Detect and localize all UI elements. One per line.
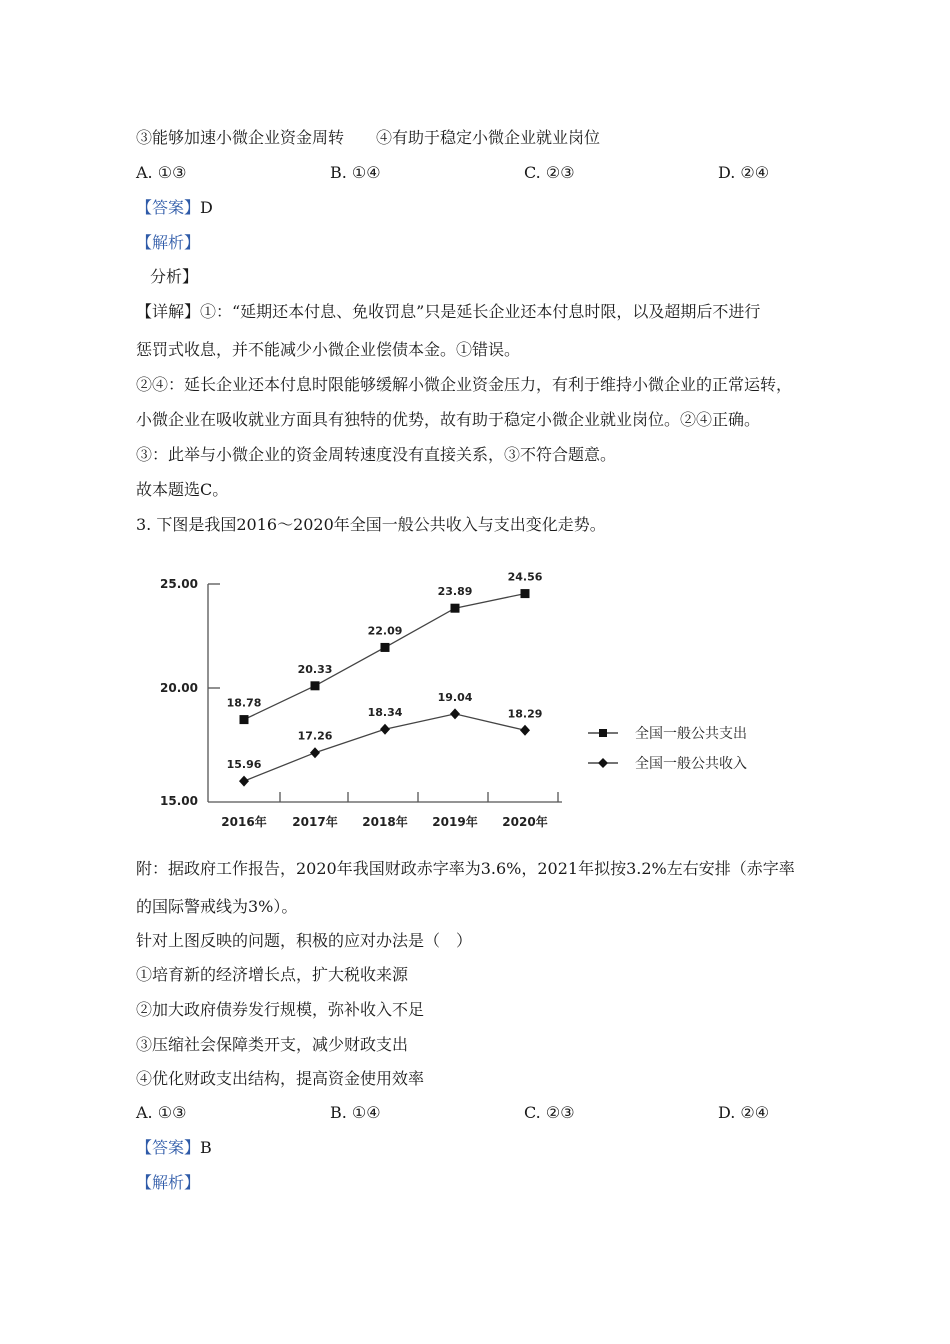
y-tick-label-25: 25.00 <box>160 577 198 591</box>
data-point-square <box>521 589 530 598</box>
answer-value: D <box>200 198 213 217</box>
q3-statement-3: ③压缩社会保障类开支，减少财政支出 <box>136 1035 409 1054</box>
legend-square-marker <box>599 729 607 737</box>
answer-value: B <box>200 1138 212 1157</box>
data-label: 18.78 <box>226 696 262 710</box>
x-tick-label: 2019年 <box>432 815 478 829</box>
q2-option-d: D. ②④ <box>718 163 770 182</box>
data-label: 18.34 <box>367 706 403 720</box>
data-label: 17.26 <box>297 729 333 743</box>
data-label: 18.29 <box>507 707 543 721</box>
q3-option-a: A. ①③ <box>136 1103 187 1122</box>
q3-note-line-2: 的国际警戒线为3%）。 <box>136 897 298 916</box>
x-tick-label: 2018年 <box>362 815 408 829</box>
q2-detail-line-4: 小微企业在吸收就业方面具有独特的优势，故有助于稳定小微企业就业岗位。②④正确。 <box>136 410 761 429</box>
q2-detail-line-2: 惩罚式收息，并不能减少小微企业偿债本金。①错误。 <box>136 340 521 359</box>
q3-stem: 3. 下图是我国2016～2020年全国一般公共收入与支出变化走势。 <box>136 515 606 534</box>
q2-analysis-tag: 【解析】 <box>136 233 201 252</box>
data-point-square <box>381 643 390 652</box>
series-line <box>244 714 525 781</box>
q2-detail-line-5: ③：此举与小微企业的资金周转速度没有直接关系，③不符合题意。 <box>136 445 617 464</box>
legend <box>588 725 747 772</box>
x-tick-label: 2020年 <box>502 815 548 829</box>
q2-detail-line-6: 故本题选C。 <box>136 480 229 499</box>
data-point-square <box>311 681 320 690</box>
q3-option-b: B. ①④ <box>330 1103 381 1122</box>
data-point-diamond <box>239 776 249 787</box>
data-point-diamond <box>450 708 460 719</box>
q2-detail-line-3: ②④：延长企业还本付息时限能够缓解小微企业资金压力，有利于维持小微企业的正常运转， <box>136 375 793 394</box>
q2-statement-line: ③能够加速小微企业资金周转 ④有助于稳定小微企业就业岗位 <box>136 128 601 147</box>
legend-diamond-marker <box>598 758 608 768</box>
data-label: 22.09 <box>367 624 403 638</box>
y-tick-label-20: 20.00 <box>160 681 198 695</box>
data-point-diamond <box>380 724 390 735</box>
q2-option-c: C. ②③ <box>524 163 575 182</box>
q2-option-b: B. ①④ <box>330 163 381 182</box>
legend-label-expenditure: 全国一般公共支出 <box>635 726 747 742</box>
legend-item-revenue <box>588 755 747 772</box>
data-point-diamond <box>310 747 320 758</box>
data-point-square <box>451 604 460 613</box>
q2-options <box>136 162 816 184</box>
series-line <box>244 594 525 720</box>
q3-options <box>136 1102 816 1124</box>
data-point-square <box>240 715 249 724</box>
q2-fenxi: 分析】 <box>150 267 199 286</box>
legend-item-expenditure <box>588 725 747 742</box>
legend-label-revenue: 全国一般公共收入 <box>635 756 747 772</box>
data-label: 15.96 <box>226 758 262 772</box>
q3-statement-2: ②加大政府债券发行规模，弥补收入不足 <box>136 1000 425 1019</box>
q2-detail-line-1: 【详解】①：“延期还本付息、免收罚息”只是延长企业还本付息时限，以及超期后不进行 <box>136 302 761 321</box>
line-chart <box>150 560 800 840</box>
q3-question: 针对上图反映的问题，积极的应对办法是（ ） <box>136 931 473 950</box>
data-point-diamond <box>520 725 530 736</box>
y-tick-label-15: 15.00 <box>160 794 198 808</box>
q3-statement-1: ①培育新的经济增长点，扩大税收来源 <box>136 965 409 984</box>
x-tick-label: 2017年 <box>292 815 338 829</box>
series-expenditure <box>227 571 543 724</box>
answer-tag: 【答案】 <box>136 1138 201 1157</box>
q2-answer <box>136 197 213 219</box>
data-label: 19.04 <box>437 690 473 704</box>
data-label: 23.89 <box>437 585 473 599</box>
q3-option-c: C. ②③ <box>524 1103 575 1122</box>
q3-option-d: D. ②④ <box>718 1103 770 1122</box>
x-tick-label: 2016年 <box>221 815 267 829</box>
data-label: 20.33 <box>297 662 333 676</box>
q2-option-a: A. ①③ <box>136 163 187 182</box>
data-label: 24.56 <box>507 570 543 584</box>
q3-answer <box>136 1137 212 1159</box>
q3-statement-4: ④优化财政支出结构，提高资金使用效率 <box>136 1069 425 1088</box>
q3-analysis-tag: 【解析】 <box>136 1173 201 1192</box>
q3-note-line-1: 附：据政府工作报告，2020年我国财政赤字率为3.6%，2021年拟按3.2%左右安排（赤字率 <box>136 859 795 878</box>
answer-tag: 【答案】 <box>136 198 201 217</box>
